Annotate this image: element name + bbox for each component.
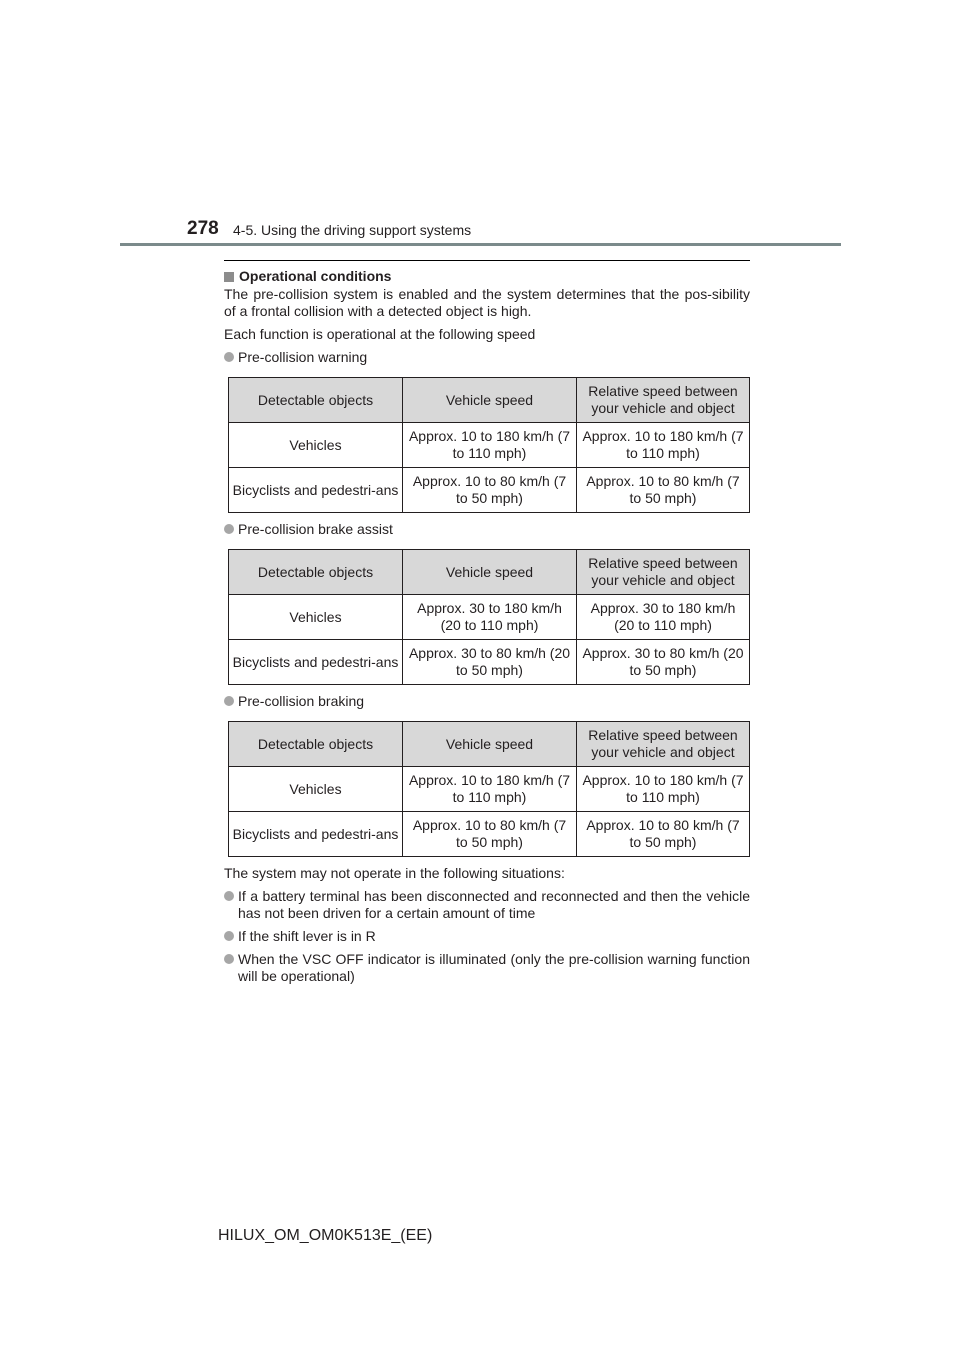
table-cell: Vehicles (229, 767, 403, 812)
table-row (229, 640, 750, 685)
table-cell: Approx. 30 to 80 km/h (20 to 50 mph) (403, 640, 577, 685)
table-row (229, 595, 750, 640)
table-row (229, 468, 750, 513)
square-bullet-icon (224, 272, 234, 282)
table-cell: Approx. 30 to 80 km/h (20 to 50 mph) (577, 640, 750, 685)
speed-note: Each function is operational at the following speed (224, 326, 536, 342)
table-cell: Approx. 10 to 80 km/h (7 to 50 mph) (577, 468, 750, 513)
main-content (224, 260, 750, 985)
section-title: 4-5. Using the driving support systems (233, 222, 472, 238)
circle-bullet-icon (224, 891, 234, 901)
table-cell: Approx. 10 to 180 km/h (7 to 110 mph) (577, 767, 750, 812)
list-item: If a battery terminal has been disconnected and reconnected and then the vehicle has not been driven for a certain amount of time (224, 888, 750, 922)
content-divider (224, 260, 750, 261)
table-cell: Approx. 10 to 80 km/h (7 to 50 mph) (577, 812, 750, 857)
list-item: When the VSC OFF indicator is illuminated (only the pre-collision warning function will be operational) (224, 951, 750, 985)
function-title: Pre-collision brake assist (224, 521, 750, 538)
header-cell: Relative speed between your vehicle and object (577, 378, 750, 423)
table-cell: Approx. 10 to 80 km/h (7 to 50 mph) (403, 468, 577, 513)
page-number: 278 (187, 218, 219, 239)
circle-bullet-icon (224, 954, 234, 964)
list-item: If the shift lever is in R (224, 928, 750, 945)
table-cell: Vehicles (229, 423, 403, 468)
table-header-row (229, 378, 750, 423)
speed-table-warning (228, 377, 750, 513)
circle-bullet-icon (224, 352, 234, 362)
table-row (229, 767, 750, 812)
speed-table-brake-assist (228, 549, 750, 685)
table-row (229, 423, 750, 468)
header-cell: Vehicle speed (403, 550, 577, 595)
heading-text: Operational conditions (239, 268, 392, 284)
header-cell: Vehicle speed (403, 378, 577, 423)
header-cell: Detectable objects (229, 550, 403, 595)
header-divider (120, 243, 841, 246)
table-header-row (229, 722, 750, 767)
header-cell: Relative speed between your vehicle and object (577, 722, 750, 767)
table-cell: Approx. 30 to 180 km/h (20 to 110 mph) (403, 595, 577, 640)
document-id: HILUX_OM_OM0K513E_(EE) (218, 1227, 433, 1244)
table-cell: Bicyclists and pedestri-ans (229, 640, 403, 685)
function-title: Pre-collision warning (224, 349, 750, 366)
speed-table-braking (228, 721, 750, 857)
circle-bullet-icon (224, 931, 234, 941)
header-cell: Vehicle speed (403, 722, 577, 767)
table-cell: Vehicles (229, 595, 403, 640)
table-cell: Approx. 30 to 180 km/h (20 to 110 mph) (577, 595, 750, 640)
limitations-intro: The system may not operate in the following situations: (224, 865, 565, 881)
table-cell: Bicyclists and pedestri-ans (229, 468, 403, 513)
table-cell: Bicyclists and pedestri-ans (229, 812, 403, 857)
header-cell: Relative speed between your vehicle and object (577, 550, 750, 595)
header-cell: Detectable objects (229, 378, 403, 423)
table-cell: Approx. 10 to 180 km/h (7 to 110 mph) (577, 423, 750, 468)
intro-paragraph: The pre-collision system is enabled and the system determines that the pos-sibility of a frontal collision with a detected object is high. (224, 286, 750, 319)
table-cell: Approx. 10 to 80 km/h (7 to 50 mph) (403, 812, 577, 857)
table-cell: Approx. 10 to 180 km/h (7 to 110 mph) (403, 423, 577, 468)
circle-bullet-icon (224, 524, 234, 534)
subsection-heading (224, 268, 750, 285)
header-cell: Detectable objects (229, 722, 403, 767)
table-header-row (229, 550, 750, 595)
function-title: Pre-collision braking (224, 693, 750, 710)
table-cell: Approx. 10 to 180 km/h (7 to 110 mph) (403, 767, 577, 812)
table-row (229, 812, 750, 857)
circle-bullet-icon (224, 696, 234, 706)
page-header (0, 0, 960, 250)
